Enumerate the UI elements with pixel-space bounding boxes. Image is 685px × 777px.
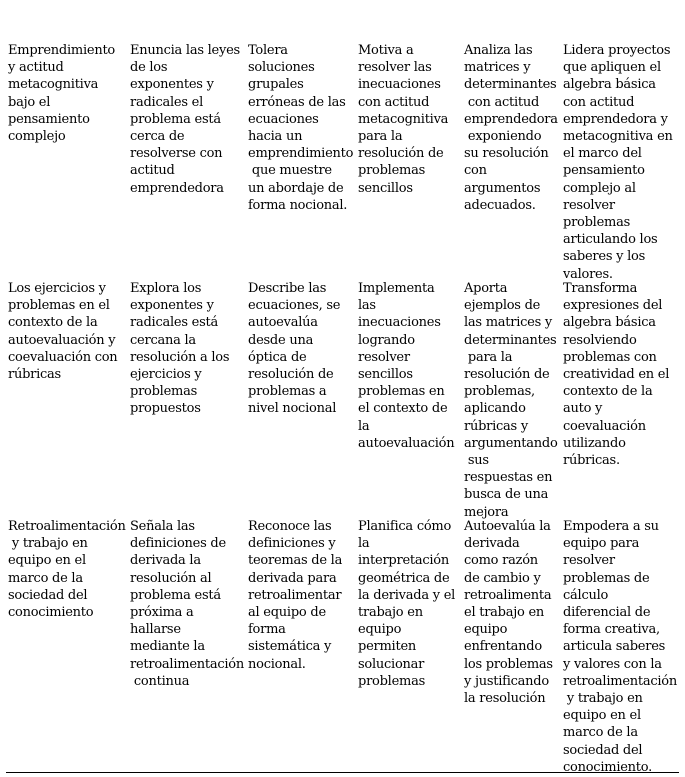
- row3-level5-cell: Empodera a su equipo para resolver problemas de cálculo diferencial de forma creativa, articula saberes y valores con la retroalimentación y trabajo en equipo en el marco de la sociedad del conocimiento.: [563, 519, 677, 775]
- row2-level5-cell: Transforma expresiones del algebra básica resolviendo problemas con creatividad en el contexto de la auto y coevaluación utilizando rúbricas.: [563, 281, 670, 469]
- row3-level1-cell: Señala las definiciones de derivada la resolución al problema está próxima a hallarse mediante la retroalimentación continua: [130, 519, 244, 689]
- row2-level1-cell: Explora los exponentes y radicales está cercana la resolución a los ejercicios y problemas propuestos: [130, 281, 230, 417]
- row3-criterion-cell: Retroalimentación y trabajo en equipo en el marco de la sociedad del conocimiento: [8, 519, 126, 621]
- row1-level4-cell: Analiza las matrices y determinantes con actitud emprendedora exponiendo su resolución con argumentos adecuados.: [464, 43, 558, 213]
- row3-level2-cell: Reconoce las definiciones y teoremas de la derivada para retroalimentar al equipo de forma sistemática y nocional.: [248, 519, 343, 672]
- table-bottom-border: [6, 772, 679, 773]
- row1-level1-cell: Enuncia las leyes de los exponentes y radicales el problema está cerca de resolverse con actitud emprendedora: [130, 43, 240, 196]
- row2-level4-cell: Aporta ejemplos de las matrices y determinantes para la resolución de problemas, aplicando rúbricas y argumentando sus respuestas en busca de una mejora: [464, 281, 558, 520]
- row2-level2-cell: Describe las ecuaciones, se autoevalúa desde una óptica de resolución de problemas a nivel nocional: [248, 281, 341, 417]
- row2-criterion-cell: Los ejercicios y problemas en el contexto de la autoevaluación y coevaluación con rúbricas: [8, 281, 118, 383]
- row2-level3-cell: Implementa las inecuaciones logrando resolver sencillos problemas en el contexto de la autoevaluación: [358, 281, 455, 451]
- row3-level4-cell: Autoevalúa la derivada como razón de cambio y retroalimenta el trabajo en equipo enfrentando los problemas y justificando la resolución: [464, 519, 553, 707]
- row1-level5-cell: Lidera proyectos que apliquen el algebra básica con actitud emprendedora y metacognitiva en el marco del pensamiento complejo al resolver problemas articulando los saberes y los valores.: [563, 43, 673, 282]
- row1-level3-cell: Motiva a resolver las inecuaciones con actitud metacognitiva para la resolución de problemas sencillos: [358, 43, 449, 196]
- row1-criterion-cell: Emprendimiento y actitud metacognitiva bajo el pensamiento complejo: [8, 43, 115, 145]
- row3-level3-cell: Planifica cómo la interpretación geométrica de la derivada y el trabajo en equipo permiten solucionar problemas: [358, 519, 456, 689]
- row1-level2-cell: Tolera soluciones grupales erróneas de las ecuaciones hacia un emprendimiento que muestre un abordaje de forma nocional.: [248, 43, 354, 213]
